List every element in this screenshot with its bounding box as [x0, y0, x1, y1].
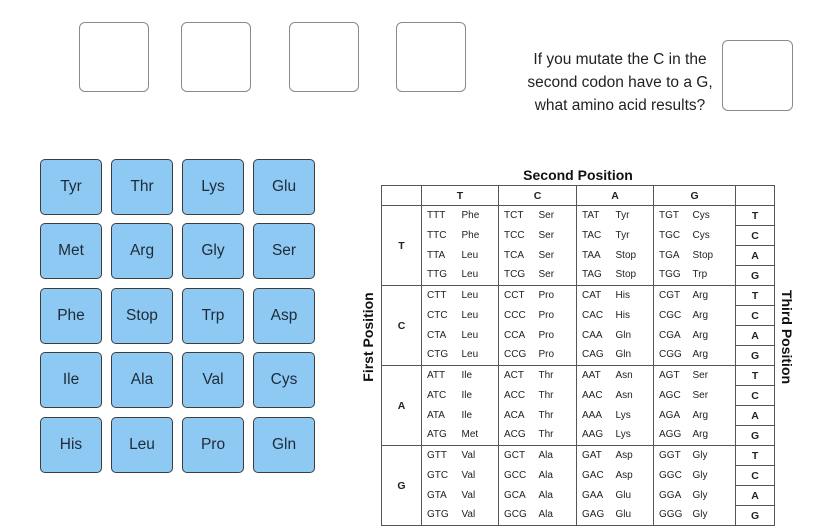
third-position-cell: C	[736, 466, 775, 486]
codon-cell: CTA	[422, 326, 459, 346]
codon-table	[381, 185, 775, 526]
amino-acid-cell: Ala	[536, 506, 577, 526]
amino-acid-cell: Phe	[461, 209, 480, 221]
drop-slot-3[interactable]	[289, 22, 359, 92]
codon-cell: TGT	[654, 206, 690, 226]
amino-acid-tile-arg[interactable]: Arg	[111, 223, 173, 279]
codon-cell: TAT	[577, 206, 613, 226]
codon-cell: CTC	[422, 306, 459, 326]
codon-cell: TGG	[654, 266, 690, 286]
codon-cell: GGG	[654, 506, 690, 526]
amino-acid-tile-phe[interactable]: Phe	[40, 288, 102, 344]
codon-cell: CAA	[577, 326, 613, 346]
amino-acid-cell: Ile	[461, 409, 473, 421]
codon-table-body	[382, 206, 775, 526]
codon-cell: ACT	[499, 366, 536, 386]
amino-acid-cell: Ser	[536, 266, 577, 286]
amino-acid-cell: Stop	[692, 249, 714, 261]
amino-acid-cell: Val	[461, 449, 476, 461]
codon-cell: CAC	[577, 306, 613, 326]
amino-acid-cell: Asn	[615, 389, 633, 401]
amino-acid-cell: Ser	[538, 249, 555, 261]
amino-acid-cell: Phe	[461, 229, 480, 241]
codon-cell: AGT	[654, 366, 690, 386]
codon-cell: GCT	[499, 446, 536, 466]
codon-cell: TAC	[577, 226, 613, 246]
amino-acid-tile-stop[interactable]: Stop	[111, 288, 173, 344]
codon-cell: TAG	[577, 266, 613, 286]
third-position-cell: A	[736, 486, 775, 506]
amino-acid-tile-tyr[interactable]: Tyr	[40, 159, 102, 215]
codon-cell: TCA	[499, 246, 536, 266]
amino-acid-cell: Ile	[461, 369, 473, 381]
amino-acid-cell: Ala	[538, 449, 553, 461]
amino-acid-cell: Gln	[615, 329, 632, 341]
amino-acid-cell: Asp	[615, 469, 633, 481]
question-line-2: second codon have to a G,	[527, 74, 713, 91]
second-position-header-g: G	[654, 186, 736, 206]
codon-cell: GAT	[577, 446, 613, 466]
codon-cell: ATT	[422, 366, 459, 386]
codon-cell: GTC	[422, 466, 459, 486]
third-position-cell: T	[736, 286, 775, 306]
amino-acid-cell: Trp	[690, 266, 736, 286]
codon-cell: TTT	[422, 206, 459, 226]
codon-cell: TTC	[422, 226, 459, 246]
amino-acid-cell: Arg	[692, 329, 709, 341]
amino-acid-cell: Thr	[536, 426, 577, 446]
amino-acid-cell: Ala	[538, 489, 553, 501]
third-position-cell: G	[736, 346, 775, 366]
third-position-cell: T	[736, 206, 775, 226]
codon-row	[382, 326, 775, 346]
amino-acid-cell: Tyr	[615, 229, 630, 241]
amino-acid-tile-ala[interactable]: Ala	[111, 352, 173, 408]
codon-cell: CCT	[499, 286, 536, 306]
amino-acid-cell: Asn	[615, 369, 633, 381]
amino-acid-cell: Glu	[613, 506, 654, 526]
codon-cell: GCA	[499, 486, 536, 506]
amino-acid-cell: Arg	[690, 426, 736, 446]
second-position-header-a: A	[577, 186, 654, 206]
amino-acid-tile-pro[interactable]: Pro	[182, 417, 244, 473]
codon-cell: GGA	[654, 486, 690, 506]
amino-acid-cell: Arg	[692, 289, 709, 301]
codon-row	[382, 346, 775, 366]
amino-acid-cell: Gly	[692, 449, 708, 461]
amino-acid-tile-lys[interactable]: Lys	[182, 159, 244, 215]
codon-cell: CAT	[577, 286, 613, 306]
second-position-header-c: C	[499, 186, 577, 206]
amino-acid-tile-trp[interactable]: Trp	[182, 288, 244, 344]
amino-acid-cell: Leu	[461, 289, 479, 301]
question-line-1: If you mutate the C in the	[533, 51, 707, 68]
third-position-cell: G	[736, 266, 775, 286]
amino-acid-cell: Met	[459, 426, 499, 446]
question-text	[514, 48, 726, 117]
codon-table-title: Second Position	[523, 167, 633, 183]
amino-acid-cell: Tyr	[615, 209, 630, 221]
third-position-cell: A	[736, 326, 775, 346]
amino-acid-cell: Pro	[538, 289, 555, 301]
codon-cell: TAA	[577, 246, 613, 266]
amino-acid-cell: Stop	[615, 249, 637, 261]
amino-acid-cell: Leu	[461, 309, 479, 321]
codon-cell: ATG	[422, 426, 459, 446]
codon-cell: TTA	[422, 246, 459, 266]
amino-acid-cell: Lys	[615, 409, 631, 421]
codon-cell: CGC	[654, 306, 690, 326]
codon-cell: TCC	[499, 226, 536, 246]
codon-cell: ATC	[422, 386, 459, 406]
amino-acid-tile-leu[interactable]: Leu	[111, 417, 173, 473]
codon-row	[382, 486, 775, 506]
amino-acid-cell: Arg	[692, 309, 709, 321]
third-position-cell: T	[736, 366, 775, 386]
amino-acid-cell: Val	[461, 469, 476, 481]
codon-cell: GAG	[577, 506, 613, 526]
codon-cell: GAC	[577, 466, 613, 486]
amino-acid-tile-gly[interactable]: Gly	[182, 223, 244, 279]
codon-row	[382, 266, 775, 286]
codon-cell: AGG	[654, 426, 690, 446]
codon-cell: CTT	[422, 286, 459, 306]
third-position-cell: C	[736, 306, 775, 326]
amino-acid-cell: Ser	[692, 389, 709, 401]
question-line-3: what amino acid results?	[534, 97, 706, 114]
codon-cell: ACC	[499, 386, 536, 406]
codon-cell: GTG	[422, 506, 459, 526]
amino-acid-cell: Gly	[692, 469, 708, 481]
codon-row	[382, 306, 775, 326]
amino-acid-cell: His	[615, 289, 630, 301]
amino-acid-cell: Arg	[692, 409, 709, 421]
amino-acid-cell: Ser	[538, 229, 555, 241]
third-position-cell: C	[736, 226, 775, 246]
codon-cell: GGT	[654, 446, 690, 466]
amino-acid-cell: Pro	[538, 329, 555, 341]
codon-cell: CGT	[654, 286, 690, 306]
codon-cell: AGC	[654, 386, 690, 406]
amino-acid-cell: Leu	[461, 329, 479, 341]
codon-cell: GCC	[499, 466, 536, 486]
amino-acid-cell: Arg	[690, 346, 736, 366]
amino-acid-tile-ser[interactable]: Ser	[253, 223, 315, 279]
amino-acid-cell: Pro	[536, 346, 577, 366]
codon-cell: CCA	[499, 326, 536, 346]
first-position-g: G	[382, 446, 422, 526]
amino-acid-cell: Cys	[692, 229, 710, 241]
codon-row	[382, 226, 775, 246]
codon-cell: CAG	[577, 346, 613, 366]
third-position-cell: C	[736, 386, 775, 406]
codon-row	[382, 446, 775, 466]
codon-cell: CGG	[654, 346, 690, 366]
codon-cell: CTG	[422, 346, 459, 366]
codon-cell: TGC	[654, 226, 690, 246]
amino-acid-cell: Pro	[538, 309, 555, 321]
third-position-cell: A	[736, 406, 775, 426]
amino-acid-cell: Leu	[459, 346, 499, 366]
codon-cell: AAC	[577, 386, 613, 406]
codon-cell: AAA	[577, 406, 613, 426]
amino-acid-cell: Ala	[538, 469, 553, 481]
codon-cell: AGA	[654, 406, 690, 426]
drop-slot-4[interactable]	[396, 22, 466, 92]
first-position-c: C	[382, 286, 422, 366]
third-position-cell: A	[736, 246, 775, 266]
drop-slot-1[interactable]	[79, 22, 149, 92]
codon-row	[382, 386, 775, 406]
amino-acid-tile-his[interactable]: His	[40, 417, 102, 473]
amino-acid-cell: Lys	[613, 426, 654, 446]
codon-cell: ATA	[422, 406, 459, 426]
codon-cell: GGC	[654, 466, 690, 486]
amino-acid-tile-asp[interactable]: Asp	[253, 288, 315, 344]
codon-cell: ACG	[499, 426, 536, 446]
codon-row	[382, 246, 775, 266]
codon-row	[382, 206, 775, 226]
amino-acid-tile-glu[interactable]: Glu	[253, 159, 315, 215]
codon-cell: TGA	[654, 246, 690, 266]
codon-row	[382, 286, 775, 306]
amino-acid-cell: Val	[461, 489, 476, 501]
codon-cell: TCT	[499, 206, 536, 226]
amino-acid-cell: His	[615, 309, 630, 321]
first-position-t: T	[382, 206, 422, 286]
amino-acid-cell: Ile	[461, 389, 473, 401]
codon-cell: CCG	[499, 346, 536, 366]
codon-table-corner-right	[736, 186, 775, 206]
amino-acid-tile-ile[interactable]: Ile	[40, 352, 102, 408]
codon-cell: TTG	[422, 266, 459, 286]
codon-row	[382, 506, 775, 526]
codon-row	[382, 406, 775, 426]
third-position-cell: T	[736, 446, 775, 466]
amino-acid-tile-val[interactable]: Val	[182, 352, 244, 408]
codon-cell: AAG	[577, 426, 613, 446]
codon-cell: CCC	[499, 306, 536, 326]
drop-slot-2[interactable]	[181, 22, 251, 92]
amino-acid-cell: Asp	[615, 449, 633, 461]
codon-row	[382, 366, 775, 386]
amino-acid-tile-thr[interactable]: Thr	[111, 159, 173, 215]
codon-cell: GCG	[499, 506, 536, 526]
third-position-cell: G	[736, 506, 775, 526]
codon-cell: CGA	[654, 326, 690, 346]
third-position-cell: G	[736, 426, 775, 446]
amino-acid-cell: Gln	[613, 346, 654, 366]
second-position-header-t: T	[422, 186, 499, 206]
amino-acid-cell: Gly	[690, 506, 736, 526]
amino-acid-cell: Leu	[461, 249, 479, 261]
first-position-a: A	[382, 366, 422, 446]
codon-row	[382, 466, 775, 486]
amino-acid-cell: Val	[459, 506, 499, 526]
amino-acid-cell: Gly	[692, 489, 708, 501]
codon-table-corner	[382, 186, 422, 206]
first-position-label: First Position	[360, 292, 376, 382]
amino-acid-tile-gln[interactable]: Gln	[253, 417, 315, 473]
codon-table-header-row	[382, 186, 775, 206]
answer-drop-slot[interactable]	[722, 40, 793, 111]
amino-acid-cell: Ser	[692, 369, 709, 381]
amino-acid-tile-met[interactable]: Met	[40, 223, 102, 279]
amino-acid-cell: Thr	[538, 389, 554, 401]
codon-cell: TCG	[499, 266, 536, 286]
amino-acid-cell: Thr	[538, 369, 554, 381]
amino-acid-cell: Stop	[613, 266, 654, 286]
amino-acid-cell: Thr	[538, 409, 554, 421]
amino-acid-cell: Ser	[538, 209, 555, 221]
amino-acid-cell: Leu	[459, 266, 499, 286]
amino-acid-tile-cys[interactable]: Cys	[253, 352, 315, 408]
amino-acid-cell: Glu	[615, 489, 632, 501]
codon-row	[382, 426, 775, 446]
third-position-label: Third Position	[779, 289, 795, 385]
amino-acid-cell: Cys	[692, 209, 710, 221]
codon-cell: ACA	[499, 406, 536, 426]
codon-cell: GTA	[422, 486, 459, 506]
codon-cell: GTT	[422, 446, 459, 466]
codon-cell: GAA	[577, 486, 613, 506]
codon-cell: AAT	[577, 366, 613, 386]
